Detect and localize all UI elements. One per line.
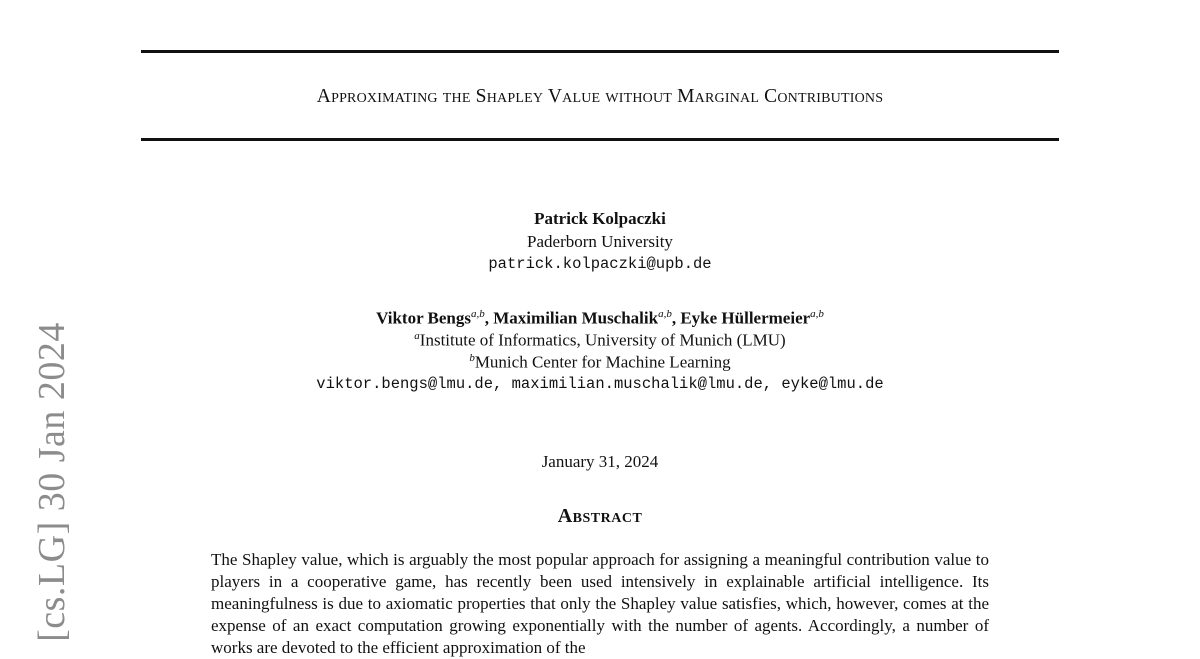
author-name: Eyke Hüllermeier	[680, 308, 811, 328]
author-group-2: Viktor Bengs$^{a,b}$, Maximilian Muschalik$^{a,b}$, Eyke Hüllermeier$^{a,b}$	[376, 308, 824, 328]
affiliation-b-text: Munich Center for Machine Learning	[474, 352, 731, 372]
author-1-email: patrick.kolpaczki@upb.de	[488, 255, 712, 273]
abstract-heading: Abstract	[557, 505, 643, 527]
author-name: Maximilian Muschalik	[493, 308, 659, 328]
affiliation-b-mark: b	[469, 352, 475, 364]
author-1-affiliation: Paderborn University	[527, 232, 673, 251]
author-sup: a,b	[658, 308, 672, 320]
author-group-2-emails: viktor.bengs@lmu.de, maximilian.muschalik@lmu.de, eyke@lmu.de	[316, 375, 884, 393]
paper-title	[141, 86, 1059, 108]
title-top-rule	[141, 50, 1059, 53]
affiliation-a-mark: a	[414, 330, 420, 342]
paper-date: January 31, 2024	[541, 452, 659, 471]
author-sup: a,b	[471, 308, 485, 320]
author-name: Viktor Bengs	[376, 308, 472, 328]
abstract-paragraph: The Shapley value, which is arguably the most popular approach for assigning a meaningful contribution value to players in a cooperative game, has recently been used intensively in explainable artificial intelligence. Its meaningfulness is due to axiomatic properties that only the Shapley value satisfies, which, however, comes at the expense of an exact computation growing exponentially with the number of agents. Accordingly, a number of works are devoted to the efficient approximation of the	[211, 550, 989, 657]
affiliation-a	[141, 330, 1059, 351]
affiliation-b	[141, 352, 1059, 373]
paper-title-text: Approximating the Shapley Value without Marginal Contributions	[316, 86, 884, 107]
arxiv-stamp: [cs.LG] 30 Jan 2024	[31, 322, 73, 642]
abstract-body	[211, 549, 989, 659]
title-bottom-rule	[141, 138, 1059, 141]
author-1-name: Patrick Kolpaczki	[534, 209, 666, 228]
affiliation-a-text: Institute of Informatics, University of Munich (LMU)	[419, 330, 786, 350]
author-sup: a,b	[810, 308, 824, 320]
